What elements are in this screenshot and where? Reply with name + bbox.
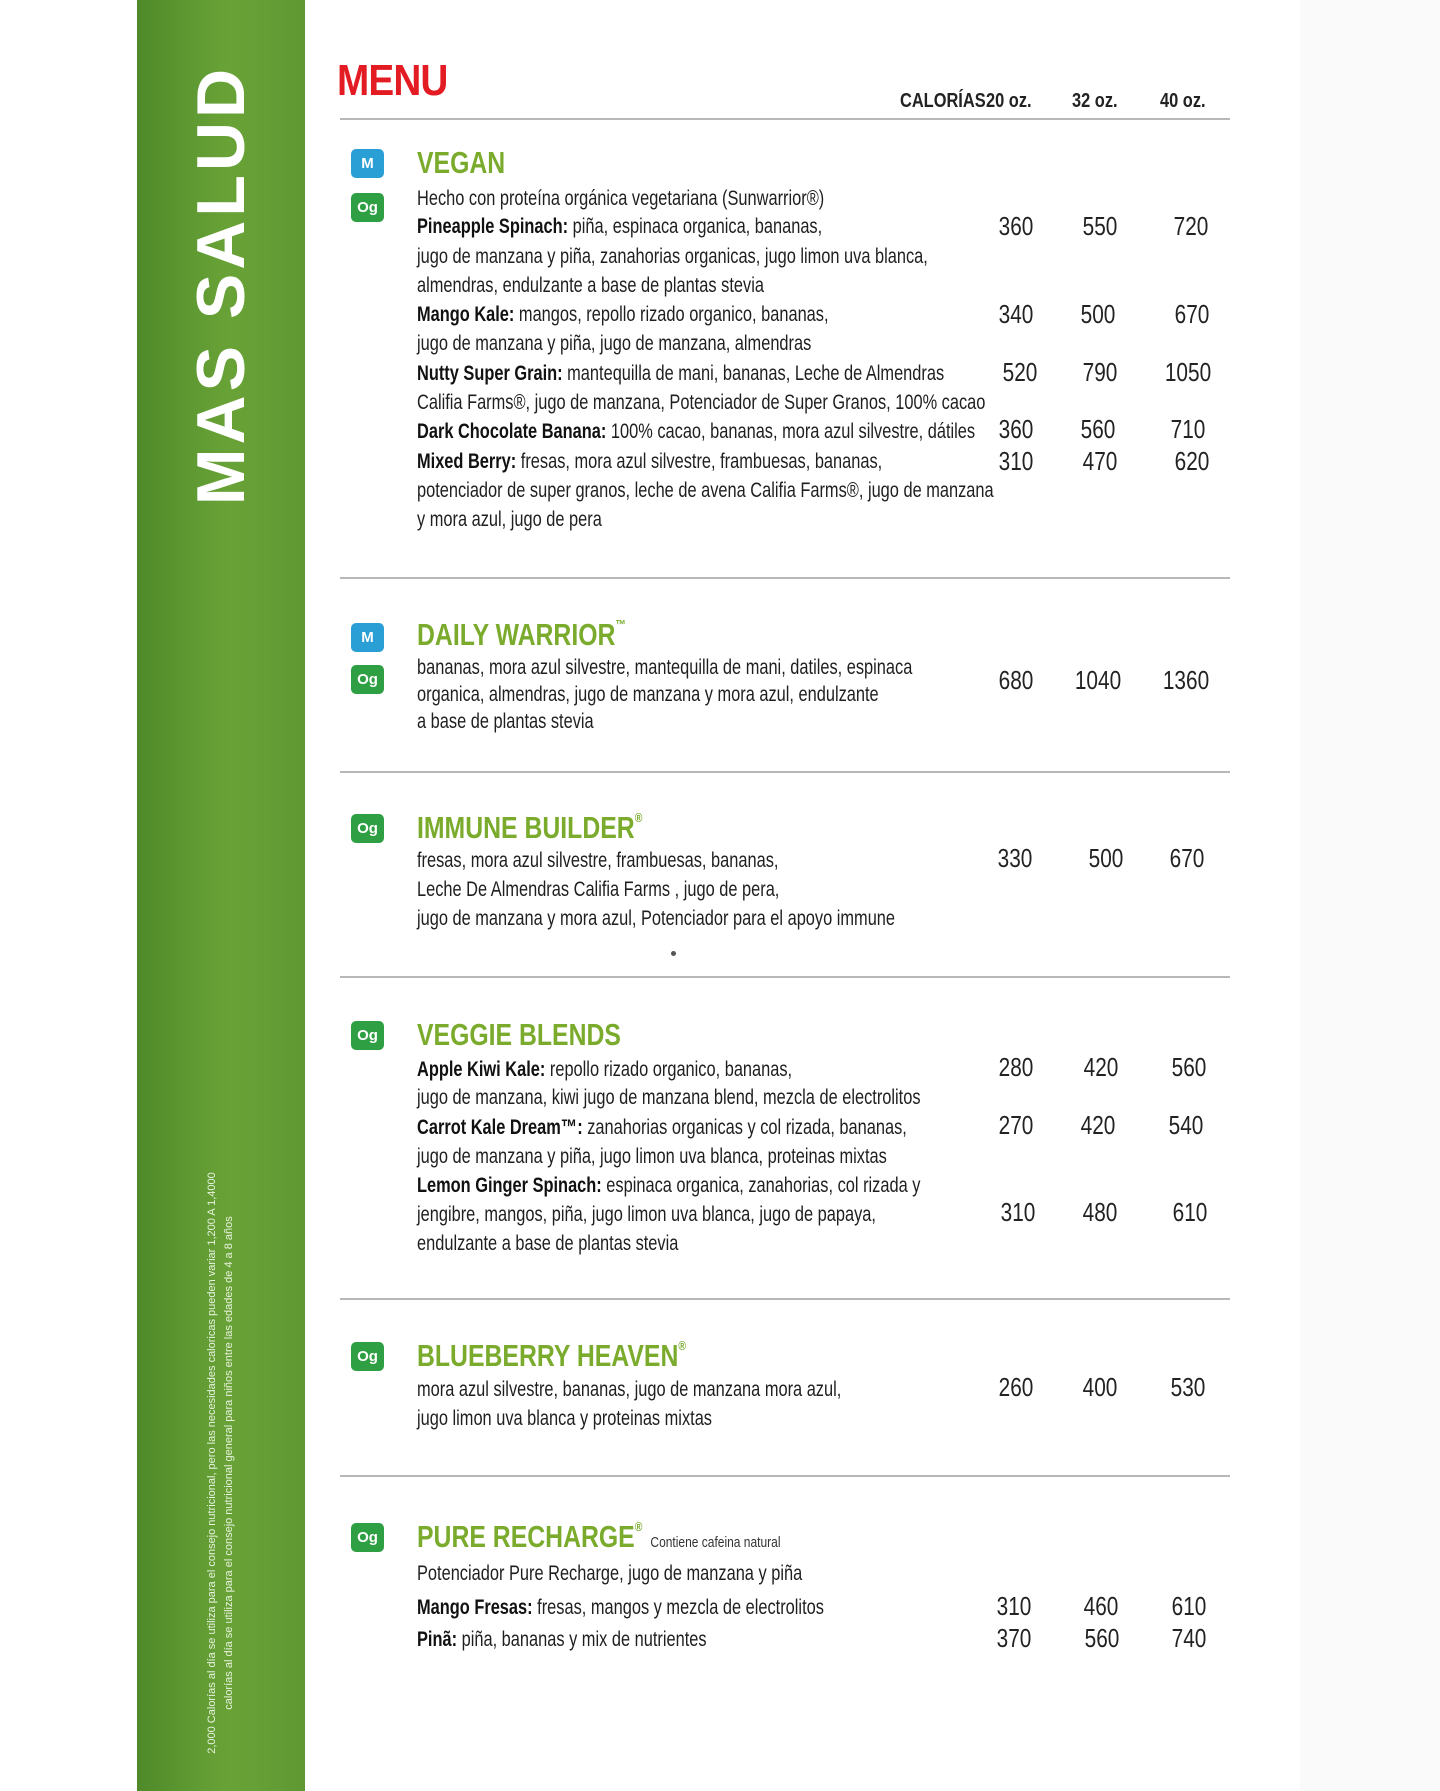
nutrition-footnote [204,1172,238,1754]
item-pina [417,1625,707,1654]
calories-40: 540 [1168,1110,1204,1140]
m-badge-icon: M [351,623,384,652]
item-pineapple-spinach [417,212,822,241]
item-desc-line: Leche De Almendras Califia Farms , jugo de pera, [417,878,780,901]
og-badge-icon: Og [351,665,384,694]
section-title-vegan: VEGAN [417,145,506,180]
calories-20: 340 [998,299,1034,329]
item-name: Pineapple Spinach: [417,215,569,238]
item-desc-line: a base de plantas stevia [417,710,594,733]
vegan-intro: Hecho con proteína orgánica vegetariana (Sunwarrior®) [417,187,825,210]
item-desc-line: jengibre, mangos, piña, jugo limon uva blanca, jugo de papaya, [417,1203,876,1226]
section-divider [340,771,1230,773]
calories-20: 360 [998,414,1034,444]
section-divider [340,1475,1230,1477]
calories-40: 610 [1171,1591,1207,1621]
calories-32: 420 [1083,1052,1119,1082]
item-desc: 100% cacao, bananas, mora azul silvestre, dátiles [606,420,976,443]
section-title-veggie-blends: VEGGIE BLENDS [417,1017,621,1052]
item-desc: mantequilla de mani, bananas, Leche de Almendras [562,362,945,385]
item-desc-line: almendras, endulzante a base de plantas stevia [417,274,764,297]
item-apple-kiwi-kale [417,1055,792,1084]
item-name: Mixed Berry: [417,450,517,473]
calories-32: 460 [1083,1591,1119,1621]
calories-40: 610 [1172,1197,1208,1227]
calories-32: 790 [1082,357,1118,387]
calories-header: CALORÍAS [900,90,986,112]
calories-20: 280 [998,1052,1034,1082]
item-desc-line: jugo de manzana y mora azul, Potenciador para el apoyo immune [417,907,896,930]
item-desc: espinaca organica, zanahorias, col rizada y [601,1174,921,1197]
menu-title: MENU [337,56,448,105]
calories-32: 560 [1084,1623,1120,1653]
calories-20: 310 [1000,1197,1036,1227]
calories-40: 740 [1171,1623,1207,1653]
item-desc-line: jugo de manzana, kiwi jugo de manzana blend, mezcla de electrolitos [417,1086,921,1109]
calories-40: 670 [1169,843,1205,873]
item-nutty-super-grain [417,359,944,388]
calories-20: 260 [998,1372,1034,1402]
item-name: Carrot Kale Dream™: [417,1116,583,1139]
calories-20: 330 [997,843,1033,873]
calories-20: 680 [998,665,1034,695]
item-desc-line: jugo limon uva blanca y proteinas mixtas [417,1407,712,1430]
calories-32: 480 [1082,1197,1118,1227]
title-text: BLUEBERRY HEAVEN [417,1338,679,1373]
item-desc-line: jugo de manzana y piña, zanahorias organicas, jugo limon uva blanca, [417,245,928,268]
calories-32: 470 [1082,446,1118,476]
item-desc-line: potenciador de super granos, leche de avena Califia Farms®, jugo de manzana [417,479,994,502]
og-badge-icon: Og [351,1342,384,1371]
calories-20: 310 [998,446,1034,476]
calories-32: 400 [1082,1372,1118,1402]
size-20-header: 20 oz. [986,90,1032,112]
item-mixed-berry [417,447,882,476]
item-desc: repollo rizado organico, bananas, [545,1058,793,1081]
og-badge-icon: Og [351,814,384,843]
calories-32: 420 [1080,1110,1116,1140]
calories-40: 620 [1174,446,1210,476]
registered-mark: ® [634,1519,643,1534]
footnote-line-1: 2,000 Calorías al día se utiliza para el consejo nutricional, pero las necesidades caloricas pueden variar 1,200 A 1,4000 [206,1172,218,1754]
item-desc-line: bananas, mora azul silvestre, mantequilla de mani, datiles, espinaca [417,656,913,679]
item-desc: fresas, mora azul silvestre, frambuesas, bananas, [516,450,883,473]
section-title-blueberry-heaven [417,1338,686,1374]
calories-20: 270 [998,1110,1034,1140]
item-desc-line: jugo de manzana y piña, jugo de manzana, almendras [417,332,812,355]
header-divider [340,118,1230,120]
calories-40: 560 [1171,1052,1207,1082]
og-badge-icon: Og [351,193,384,222]
size-40-header: 40 oz. [1160,90,1206,112]
registered-mark: ® [678,1338,687,1353]
section-intro: Potenciador Pure Recharge, jugo de manzana y piña [417,1562,803,1585]
item-desc: mangos, repollo rizado organico, bananas, [514,303,829,326]
item-desc-line: y mora azul, jugo de pera [417,508,602,531]
item-desc-line: organica, almendras, jugo de manzana y mora azul, endulzante [417,683,879,706]
page-edge [1300,0,1440,1791]
item-name: Pinã: [417,1628,458,1651]
calories-40: 710 [1170,414,1206,444]
item-desc-line: fresas, mora azul silvestre, frambuesas, bananas, [417,849,779,872]
item-desc: piña, bananas y mix de nutrientes [457,1628,707,1651]
item-mango-fresas [417,1593,824,1622]
item-name: Dark Chocolate Banana: [417,420,607,443]
section-title-daily-warrior [417,617,626,653]
item-desc-line: mora azul silvestre, bananas, jugo de manzana mora azul, [417,1378,842,1401]
item-carrot-kale-dream [417,1113,907,1142]
m-badge-icon: M [351,149,384,178]
item-mango-kale [417,300,829,329]
calories-20: 360 [998,211,1034,241]
section-title-immune-builder [417,810,642,846]
stray-dot [671,951,676,956]
calories-40: 530 [1170,1372,1206,1402]
calories-20: 520 [1002,357,1038,387]
item-name: Apple Kiwi Kale: [417,1058,546,1081]
section-divider [340,577,1230,579]
item-dark-chocolate-banana [417,417,975,446]
item-desc-line: endulzante a base de plantas stevia [417,1232,679,1255]
size-32-header: 32 oz. [1072,90,1118,112]
sidebar-title: MAS SALUD [183,64,259,506]
calories-32: 560 [1080,414,1116,444]
section-divider [340,976,1230,978]
registered-mark: ® [634,810,643,825]
footnote-line-2: calorías al día se utiliza para el consejo nutricional general para niños entre las edades de 4 a 8 años [223,1216,235,1710]
section-title-pure-recharge [417,1519,781,1555]
calories-40: 1050 [1164,357,1212,387]
item-name: Mango Fresas: [417,1596,533,1619]
og-badge-icon: Og [351,1021,384,1050]
item-name: Lemon Ginger Spinach: [417,1174,602,1197]
item-name: Mango Kale: [417,303,515,326]
item-desc: piña, espinaca organica, bananas, [568,215,823,238]
trademark-mark: ™ [615,617,626,632]
title-text: DAILY WARRIOR [417,617,616,652]
item-desc: fresas, mangos y mezcla de electrolitos [532,1596,824,1619]
item-desc-line: jugo de manzana y piña, jugo limon uva blanca, proteinas mixtas [417,1145,887,1168]
calories-40: 670 [1174,299,1210,329]
caffeine-note: Contiene cafeina natural [650,1534,781,1551]
item-desc: zanahorias organicas y col rizada, bananas, [582,1116,907,1139]
title-text: IMMUNE BUILDER [417,810,635,845]
calories-40: 1360 [1162,665,1210,695]
section-divider [340,1298,1230,1300]
item-lemon-ginger-spinach [417,1171,920,1200]
calories-20: 370 [996,1623,1032,1653]
calories-32: 500 [1088,843,1124,873]
calories-40: 720 [1173,211,1209,241]
item-name: Nutty Super Grain: [417,362,563,385]
calories-32: 1040 [1074,665,1122,695]
title-text: PURE RECHARGE [417,1519,635,1554]
calories-32: 500 [1080,299,1116,329]
item-desc-line: Califia Farms®, jugo de manzana, Potenciador de Super Granos, 100% cacao [417,391,986,414]
og-badge-icon: Og [351,1523,384,1552]
calories-32: 550 [1082,211,1118,241]
calories-20: 310 [996,1591,1032,1621]
